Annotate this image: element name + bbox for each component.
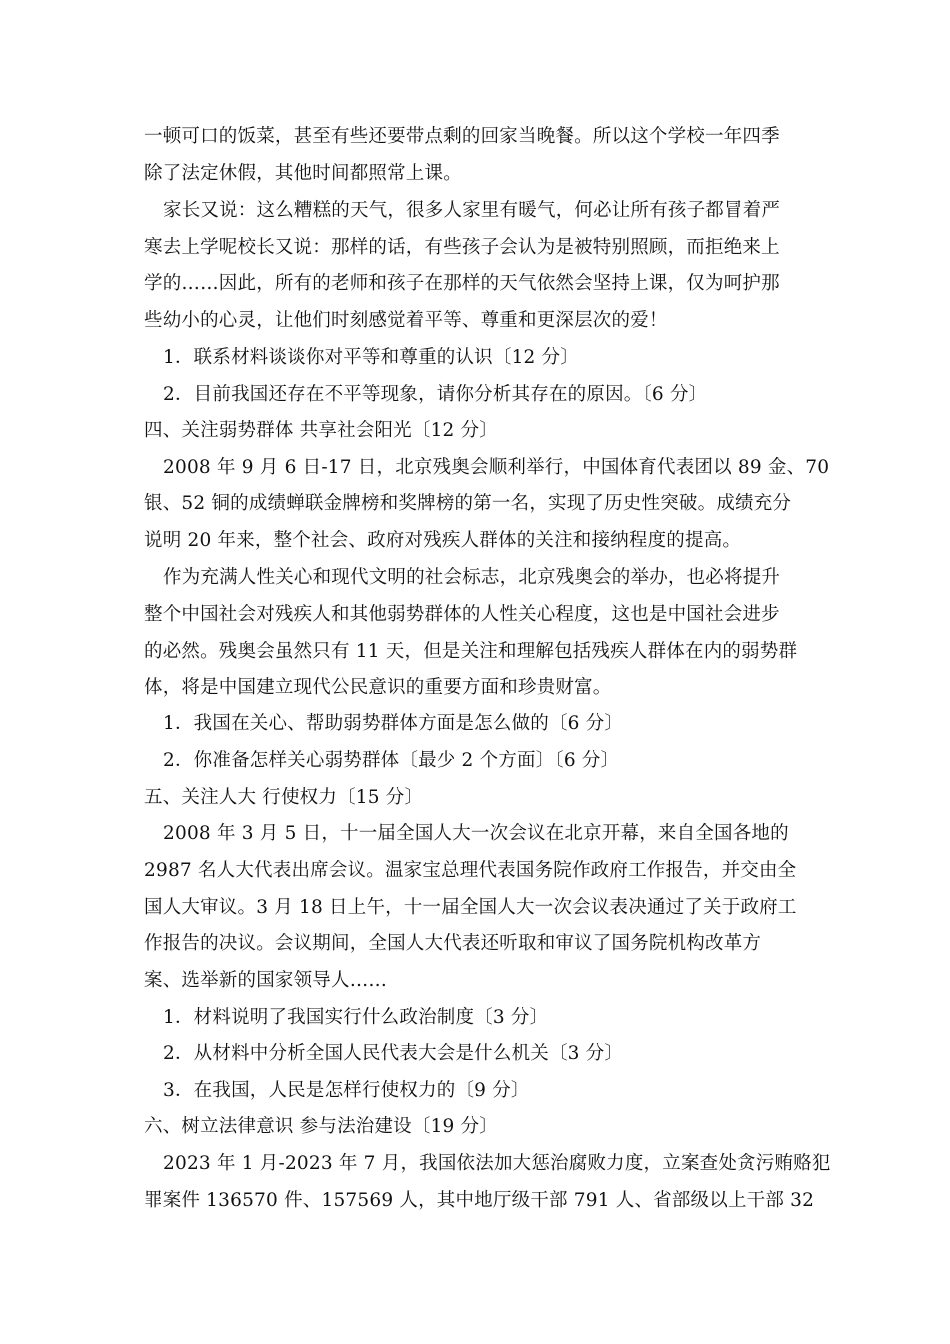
text-line: 说明 20 年来，整个社会、政府对残疾人群体的关注和接纳程度的提高。 <box>144 530 742 551</box>
section-heading: 六、树立法律意识 参与法治建设〔19 分〕 <box>144 1116 499 1137</box>
question-item: 2．你准备怎样关心弱势群体〔最少 2 个方面〕〔6 分〕 <box>163 750 620 771</box>
question-item: 1．我国在关心、帮助弱势群体方面是怎么做的〔6 分〕 <box>163 713 624 734</box>
section-heading: 五、关注人大 行使权力〔15 分〕 <box>144 787 424 808</box>
text-line: 些幼小的心灵，让他们时刻感觉着平等、尊重和更深层次的爱！ <box>144 310 668 331</box>
text-line: 体，将是中国建立现代公民意识的重要方面和珍贵财富。 <box>144 677 612 698</box>
text-line: 的必然。残奥会虽然只有 11 天，但是关注和理解包括残疾人群体在内的弱势群 <box>144 641 798 662</box>
text-line: 作报告的决议。会议期间，全国人大代表还听取和审议了国务院机构改革方 <box>144 933 762 954</box>
text-line: 2023 年 1 月-2023 年 7 月，我国依法加大惩治腐败力度，立案查处贪污贿赂犯 <box>163 1153 831 1174</box>
text-line: 罪案件 136570 件、157569 人，其中地厅级干部 791 人、省部级以上干部 32 <box>144 1190 815 1211</box>
text-line: 银、52 铜的成绩蝉联金牌榜和奖牌榜的第一名，实现了历史性突破。成绩充分 <box>144 493 792 514</box>
text-line: 除了法定休假，其他时间都照常上课。 <box>144 163 462 184</box>
text-line: 学的……因此，所有的老师和孩子在那样的天气依然会坚持上课，仅为呵护那 <box>144 273 780 294</box>
question-item: 1．材料说明了我国实行什么政治制度〔3 分〕 <box>163 1007 549 1028</box>
text-line: 作为充满人性关心和现代文明的社会标志，北京残奥会的举办，也必将提升 <box>163 567 781 588</box>
question-item: 3．在我国，人民是怎样行使权力的〔9 分〕 <box>163 1080 530 1101</box>
text-line: 整个中国社会对残疾人和其他弱势群体的人性关心程度，这也是中国社会进步 <box>144 604 780 625</box>
text-line: 2008 年 9 月 6 日-17 日，北京残奥会顺利举行，中国体育代表团以 89 金、70 <box>163 457 830 478</box>
question-item: 1．联系材料谈谈你对平等和尊重的认识〔12 分〕 <box>163 347 579 368</box>
text-line: 家长又说：这么糟糕的天气，很多人家里有暖气，何必让所有孩子都冒着严 <box>163 200 781 221</box>
text-line: 2008 年 3 月 5 日，十一届全国人大一次会议在北京开幕，来自全国各地的 <box>163 823 789 844</box>
text-line: 案、选举新的国家领导人…… <box>144 970 388 991</box>
section-heading: 四、关注弱势群体 共享社会阳光〔12 分〕 <box>144 420 499 441</box>
text-line: 2987 名人大代表出席会议。温家宝总理代表国务院作政府工作报告，并交由全 <box>144 860 797 881</box>
text-line: 寒去上学呢校长又说：那样的话，有些孩子会认为是被特别照顾，而拒绝来上 <box>144 237 780 258</box>
question-item: 2．从材料中分析全国人民代表大会是什么机关〔3 分〕 <box>163 1043 624 1064</box>
text-line: 一顿可口的饭菜，甚至有些还要带点剩的回家当晚餐。所以这个学校一年四季 <box>144 126 780 147</box>
question-item: 2．目前我国还存在不平等现象，请你分析其存在的原因。〔6 分〕 <box>163 384 708 405</box>
text-line: 国人大审议。3 月 18 日上午，十一届全国人大一次会议表决通过了关于政府工 <box>144 897 797 918</box>
